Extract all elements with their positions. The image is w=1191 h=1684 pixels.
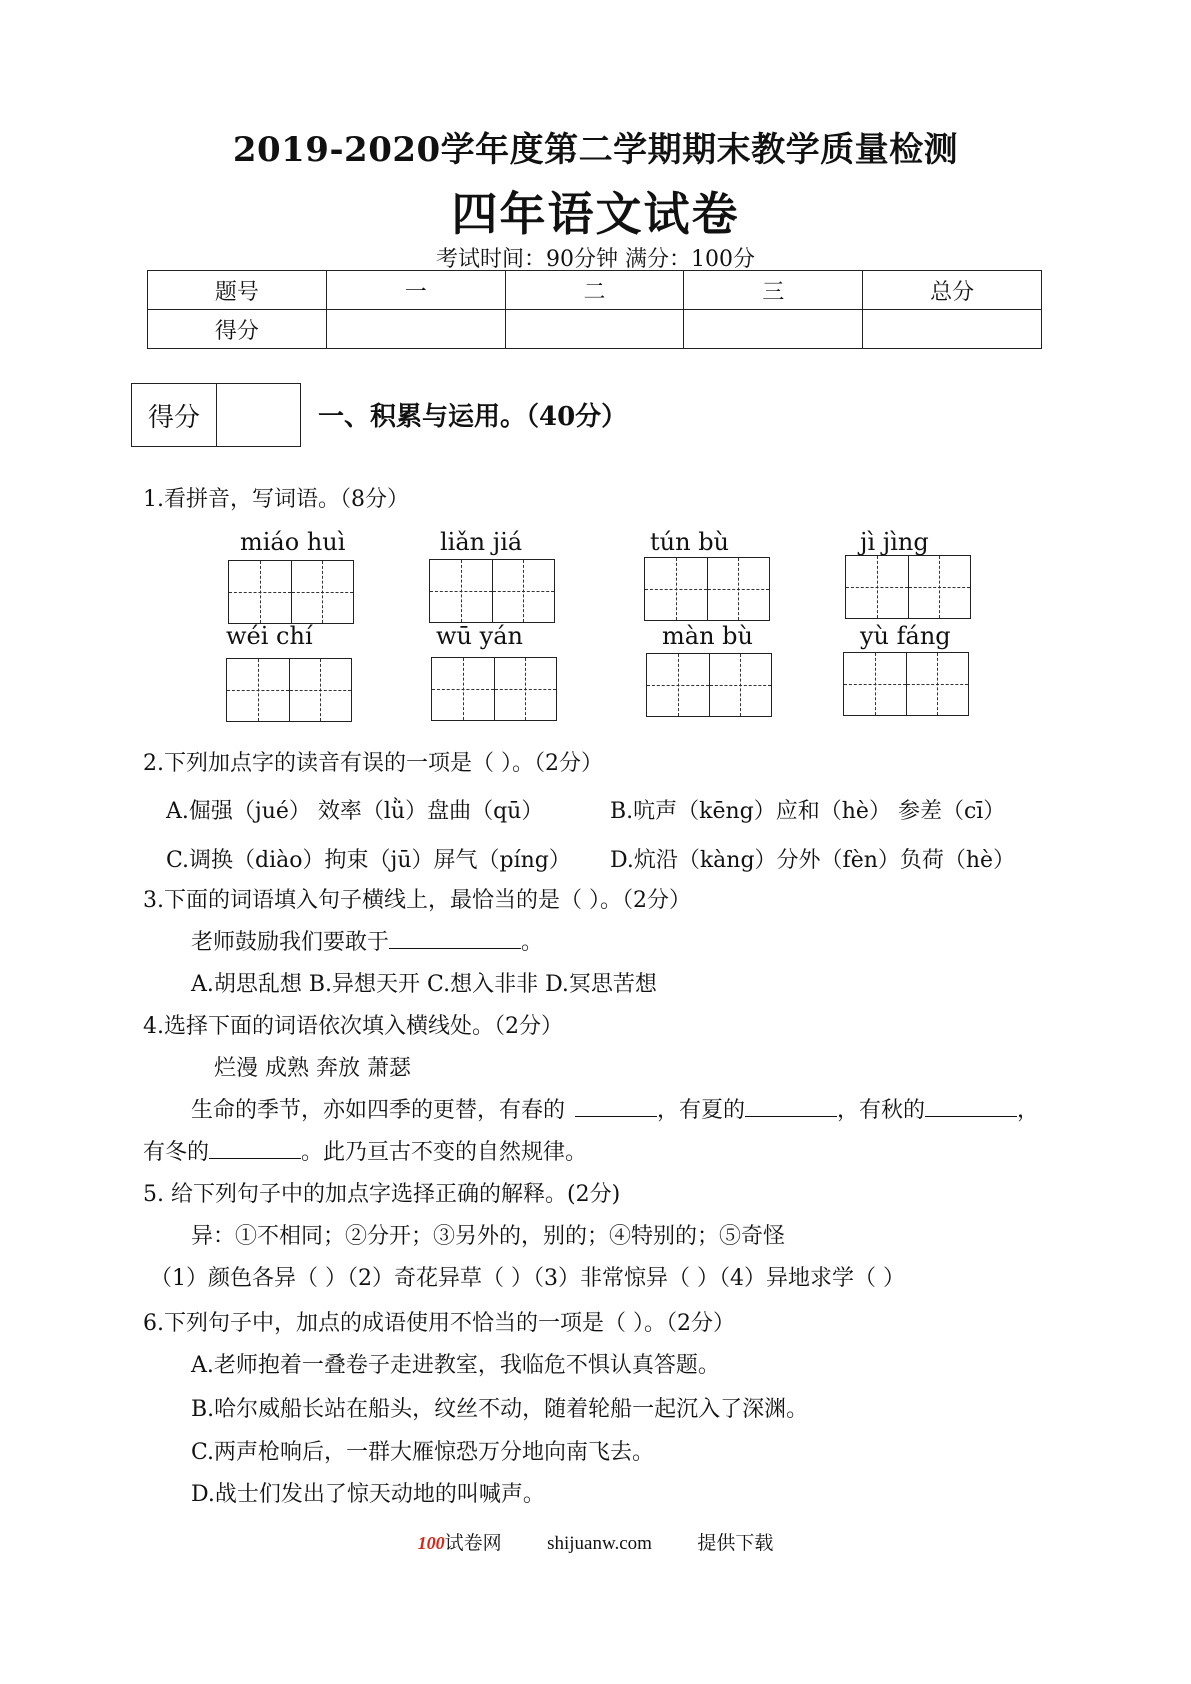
question-3-sentence-end: 。 xyxy=(521,930,544,955)
site-logo: 100 xyxy=(417,1533,445,1553)
pinyin-label: màn bù xyxy=(662,622,753,650)
score-input-cell[interactable] xyxy=(863,310,1042,349)
pinyin-label: tún bù xyxy=(650,528,730,556)
grader-label: 得分 xyxy=(132,384,217,446)
score-table-cell: 总分 xyxy=(863,271,1042,310)
question-3-sentence xyxy=(191,925,543,956)
section-grader-box xyxy=(131,383,301,447)
question-2-prompt: 2.下列加点字的读音有误的一项是（ ）。（2分） xyxy=(143,751,603,776)
q4-text: 。此乃亘古不变的自然规律。 xyxy=(301,1140,588,1165)
score-table-cell: 题号 xyxy=(148,271,327,310)
question-4-line-2 xyxy=(143,1135,587,1166)
grader-input[interactable] xyxy=(217,384,300,446)
score-table-score-row xyxy=(148,310,1042,349)
pinyin-label: jì jìng xyxy=(860,528,929,556)
question-6-option-d: D.战士们发出了惊天动地的叫喊声。 xyxy=(191,1482,545,1507)
exam-subtitle: 四年语文试卷 xyxy=(451,187,740,241)
q4-text: ， xyxy=(1017,1098,1040,1123)
pinyin-label: wū yán xyxy=(436,622,523,650)
score-input-cell[interactable] xyxy=(505,310,684,349)
score-table-cell: 三 xyxy=(684,271,863,310)
score-input-cell[interactable] xyxy=(684,310,863,349)
pinyin-label: wéi chí xyxy=(226,622,313,650)
score-table-cell: 一 xyxy=(326,271,505,310)
question-2-option-a: A.倔强（jué） 效率（lǜ）盘曲（qū） xyxy=(166,799,544,824)
question-3-options: A.胡思乱想 B.异想天开 C.想入非非 D.冥思苦想 xyxy=(191,972,657,997)
question-6-option-c: C.两声枪响后，一群大雁惊恐万分地向南飞去。 xyxy=(191,1440,655,1465)
q4-text: 生命的季节，亦如四季的更替，有春的 xyxy=(191,1098,566,1123)
question-6-option-a: A.老师抱着一叠卷子走进教室，我临危不惧认真答题。 xyxy=(191,1353,720,1378)
score-table xyxy=(147,270,1042,349)
footer xyxy=(0,1528,1191,1555)
question-4-prompt: 4.选择下面的词语依次填入横线处。（2分） xyxy=(143,1014,563,1039)
question-1-prompt: 1.看拼音，写词语。（8分） xyxy=(143,487,409,512)
section-title: 一、积累与运用。（40分） xyxy=(318,402,628,432)
score-input-cell[interactable] xyxy=(326,310,505,349)
question-3-sentence-text: 老师鼓励我们要敢于 xyxy=(191,930,390,955)
score-table-cell: 二 xyxy=(505,271,684,310)
question-5-items: （1）颜色各异（ ）（2）奇花异草（ ）（3）非常惊异（ ）（4）异地求学（ ） xyxy=(150,1266,905,1291)
answer-blank[interactable] xyxy=(745,1098,837,1117)
q4-text: ，有夏的 xyxy=(657,1098,746,1123)
pinyin-label: liǎn jiá xyxy=(440,528,523,556)
q4-text: ，有秋的 xyxy=(837,1098,926,1123)
footer-note: 提供下载 xyxy=(697,1533,774,1554)
writing-grid[interactable] xyxy=(843,652,969,716)
question-5-meanings: 异：①不相同；②分开；③另外的，别的；④特别的；⑤奇怪 xyxy=(191,1224,786,1249)
exam-meta: 考试时间：90分钟 满分：100分 xyxy=(436,247,755,272)
question-6-option-b: B.哈尔威船长站在船头，纹丝不动，随着轮船一起沉入了深渊。 xyxy=(191,1397,809,1422)
question-4-line-1 xyxy=(191,1093,1039,1124)
score-table-cell: 得分 xyxy=(148,310,327,349)
score-table-header-row xyxy=(148,271,1042,310)
site-url[interactable]: shijuanw.com xyxy=(547,1533,652,1554)
writing-grid[interactable] xyxy=(226,658,352,722)
pinyin-label: yù fáng xyxy=(860,622,951,650)
pinyin-label: miáo huì xyxy=(240,528,346,556)
writing-grid[interactable] xyxy=(845,555,971,619)
question-6-prompt: 6.下列句子中，加点的成语使用不恰当的一项是（ ）。（2分） xyxy=(143,1311,735,1336)
writing-grid[interactable] xyxy=(429,559,555,623)
writing-grid[interactable] xyxy=(431,657,557,721)
writing-grid[interactable] xyxy=(646,653,772,717)
q4-text: 有冬的 xyxy=(143,1140,210,1165)
site-name: 试卷网 xyxy=(444,1533,502,1554)
answer-blank[interactable] xyxy=(209,1140,301,1159)
question-3-prompt: 3.下面的词语填入句子横线上，最恰当的是（ ）。（2分） xyxy=(143,888,691,913)
answer-blank[interactable] xyxy=(389,930,521,949)
answer-blank[interactable] xyxy=(575,1098,657,1117)
writing-grid[interactable] xyxy=(228,560,354,624)
writing-grid[interactable] xyxy=(644,557,770,621)
answer-blank[interactable] xyxy=(925,1098,1017,1117)
question-5-prompt: 5. 给下列句子中的加点字选择正确的解释。(2分) xyxy=(143,1182,621,1207)
question-2-option-d: D.炕沿（kàng）分外（fèn）负荷（hè） xyxy=(610,848,1016,873)
exam-title: 2019-2020学年度第二学期期末教学质量检测 xyxy=(232,130,959,170)
question-4-word-bank: 烂漫 成熟 奔放 萧瑟 xyxy=(214,1056,411,1081)
question-2-option-c: C.调换（diào）拘束（jū）屏气（píng） xyxy=(166,848,571,873)
question-2-option-b: B.吭声（kēng）应和（hè） 参差（cī） xyxy=(610,799,1006,824)
